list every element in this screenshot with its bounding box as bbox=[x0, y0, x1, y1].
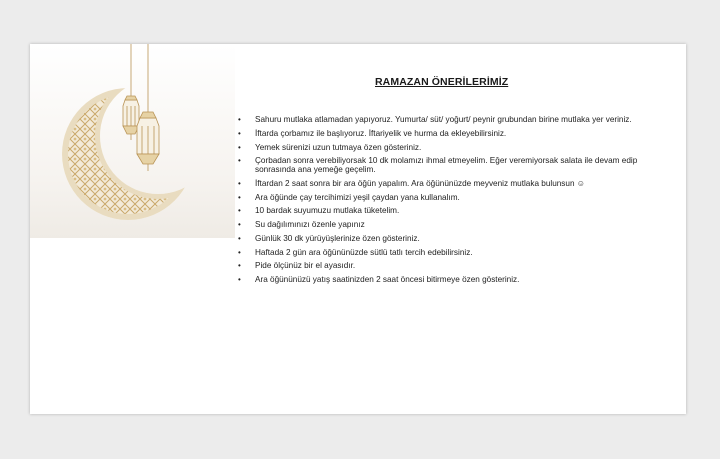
list-item bbox=[236, 249, 666, 258]
list-item bbox=[236, 221, 666, 230]
list-item-text: Ara öğünde çay tercihimizi yeşil çaydan yana kullanalım. bbox=[255, 192, 460, 202]
list-item-text: Pide ölçünüz bir el ayasıdır. bbox=[255, 261, 356, 271]
bullet-icon: • bbox=[238, 220, 241, 230]
bullet-icon: • bbox=[238, 275, 241, 285]
list-item-text: Haftada 2 gün ara öğününüzde sütlü tatlı tercih edebilirsiniz. bbox=[255, 247, 473, 257]
bullet-icon: • bbox=[238, 115, 241, 124]
list-item bbox=[236, 262, 666, 271]
bullet-icon: • bbox=[238, 206, 241, 216]
list-item-text: Su dağılımınızı özenle yapınız bbox=[255, 220, 365, 230]
list-item bbox=[236, 157, 666, 174]
list-item bbox=[236, 130, 666, 139]
bullet-icon: • bbox=[238, 233, 241, 243]
recommendation-list bbox=[236, 116, 666, 290]
list-item bbox=[236, 180, 666, 189]
bullet-icon: • bbox=[238, 192, 241, 202]
list-item bbox=[236, 207, 666, 216]
list-item bbox=[236, 194, 666, 203]
list-item-text: Çorbadan sonra verebiliyorsak 10 dk molamızı ihmal etmeyelim. Eğer veremiyorsak salata ile devam edip sonrasında ana yemeğe geçelim. bbox=[255, 156, 638, 174]
list-item-text: 10 bardak suyumuzu mutlaka tüketelim. bbox=[255, 206, 400, 216]
list-item bbox=[236, 144, 666, 153]
lantern-icon bbox=[30, 44, 235, 238]
list-item-text: İftardan 2 saat sonra bir ara öğün yapalım. Ara öğününüzde meyveniz mutlaka bulunsun ☺ bbox=[255, 178, 586, 188]
bullet-icon: • bbox=[238, 178, 241, 188]
list-item-text: Günlük 30 dk yürüyüşlerinize özen gösteriniz. bbox=[255, 233, 420, 243]
list-item-text: Yemek sürenizi uzun tutmaya özen gösteriniz. bbox=[255, 142, 422, 152]
list-item bbox=[236, 276, 666, 285]
bullet-icon: • bbox=[238, 142, 241, 152]
bullet-icon: • bbox=[238, 261, 241, 271]
bullet-icon: • bbox=[238, 128, 241, 138]
list-item-text: İftarda çorbamız ile başlıyoruz. İftariyelik ve hurma da ekleyebilirsiniz. bbox=[255, 128, 507, 138]
page-title: RAMAZAN ÖNERİLERİMİZ bbox=[375, 76, 509, 88]
list-item-text: Sahuru mutlaka atlamadan yapıyoruz. Yumurta/ süt/ yoğurt/ peynir grubundan birine mutlaka yer veriniz. bbox=[255, 115, 632, 124]
list-item-text: Ara öğününüzü yatış saatinizden 2 saat öncesi bitirmeye özen gösteriniz. bbox=[255, 275, 520, 285]
list-item bbox=[236, 116, 666, 125]
list-item bbox=[236, 235, 666, 244]
bullet-icon: • bbox=[238, 156, 241, 166]
slide bbox=[30, 44, 686, 414]
bullet-icon: • bbox=[238, 247, 241, 257]
ramadan-illustration bbox=[30, 44, 235, 238]
